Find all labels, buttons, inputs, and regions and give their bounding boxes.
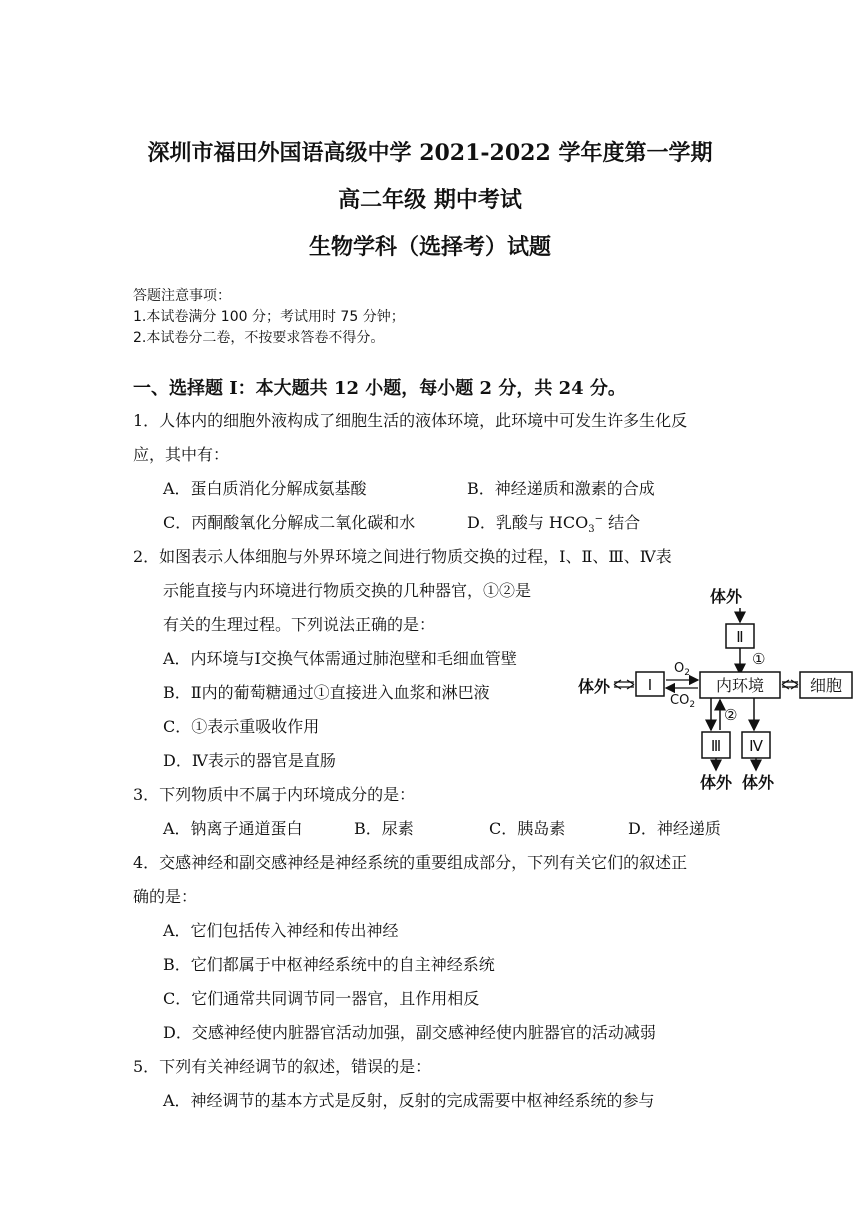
outside-label-left: 体外 — [578, 677, 611, 696]
notes-item-2: 2.本试卷分二卷，不按要求答卷不得分。 — [133, 330, 385, 346]
internal-environment-label: 内环境 — [715, 676, 765, 695]
o2-label: $O_2$ — [674, 661, 690, 678]
q1-option-d: D．乳酸与 $HCO_3^-$ 结合 — [467, 513, 641, 536]
q3-option-d: D．神经递质 — [628, 819, 721, 838]
q2-option-c: C．①表示重吸收作用 — [163, 717, 320, 736]
q3-option-c: C．胰岛素 — [489, 819, 566, 838]
q1-stem-line1: 1．人体内的细胞外液构成了细胞生活的液体环境，此环境中可发生许多生化反 — [133, 411, 688, 430]
q2-option-d: D．Ⅳ表示的器官是直肠 — [163, 751, 336, 770]
q1-option-a: A．蛋白质消化分解成氨基酸 — [163, 479, 367, 498]
exam-title-grade: 高二年级 期中考试 — [338, 187, 522, 213]
notes-heading: 答题注意事项： — [133, 288, 231, 304]
organ-1-label: Ⅰ — [647, 676, 653, 694]
q2-option-b: B．Ⅱ内的葡萄糖通过①直接进入血浆和淋巴液 — [163, 683, 490, 702]
q4-option-b: B．它们都属于中枢神经系统中的自主神经系统 — [163, 955, 495, 974]
q4-option-c: C．它们通常共同调节同一器官，且作用相反 — [163, 989, 480, 1008]
q1-stem-line2: 应，其中有： — [133, 445, 230, 464]
section-title: 一、选择题 I：本大题共 12 小题，每小题 2 分，共 24 分。 — [133, 378, 626, 399]
q4-option-a: A．它们包括传入神经和传出神经 — [163, 921, 399, 940]
q3-stem: 3．下列物质中不属于内环境成分的是： — [133, 785, 416, 804]
exam-notes — [133, 286, 405, 349]
q2-stem-line2: 示能直接与内环境进行物质交换的几种器官，①②是 — [163, 581, 532, 600]
outside-label-bottom-3: 体外 — [699, 773, 733, 792]
outside-label-bottom-4: 体外 — [741, 773, 775, 792]
q3-option-b: B．尿素 — [354, 819, 414, 838]
organ-4-label: Ⅳ — [749, 737, 763, 755]
q3-option-a: A．钠离子通道蛋白 — [163, 819, 303, 838]
exam-title-school: 深圳市福田外国语高级中学 2021-2022 学年度第一学期 — [147, 140, 713, 166]
q4-stem-line1: 4．交感神经和副交感神经是神经系统的重要组成部分，下列有关它们的叙述正 — [133, 853, 688, 872]
process-1-label: ① — [752, 650, 766, 668]
cell-label: 细胞 — [809, 676, 843, 695]
exchange-diagram — [570, 580, 860, 795]
q4-stem-line2: 确的是： — [133, 887, 198, 906]
q5-stem: 5．下列有关神经调节的叙述，错误的是： — [133, 1057, 432, 1076]
q2-stem-line1: 2．如图表示人体细胞与外界环境之间进行物质交换的过程，Ⅰ、Ⅱ、Ⅲ、Ⅳ表 — [133, 547, 672, 566]
q2-option-a: A．内环境与Ⅰ交换气体需通过肺泡壁和毛细血管壁 — [163, 649, 517, 668]
q1-option-c: C．丙酮酸氧化分解成二氧化碳和水 — [163, 513, 416, 532]
notes-item-1: 1.本试卷满分 100 分；考试用时 75 分钟； — [133, 309, 405, 325]
q2-stem-line3: 有关的生理过程。下列说法正确的是： — [163, 615, 436, 634]
co2-label: $CO_2$ — [670, 693, 696, 710]
exam-title-subject: 生物学科（选择考）试题 — [308, 234, 551, 260]
q5-option-a: A．神经调节的基本方式是反射，反射的完成需要中枢神经系统的参与 — [163, 1091, 655, 1110]
organ-3-label: Ⅲ — [710, 737, 722, 755]
outside-label-top: 体外 — [709, 587, 743, 606]
q1-option-b: B．神经递质和激素的合成 — [467, 479, 655, 498]
q4-option-d: D．交感神经使内脏器官活动加强，副交感神经使内脏器官的活动减弱 — [163, 1023, 656, 1042]
organ-2-label: Ⅱ — [736, 628, 744, 646]
process-2-label: ② — [724, 706, 738, 724]
